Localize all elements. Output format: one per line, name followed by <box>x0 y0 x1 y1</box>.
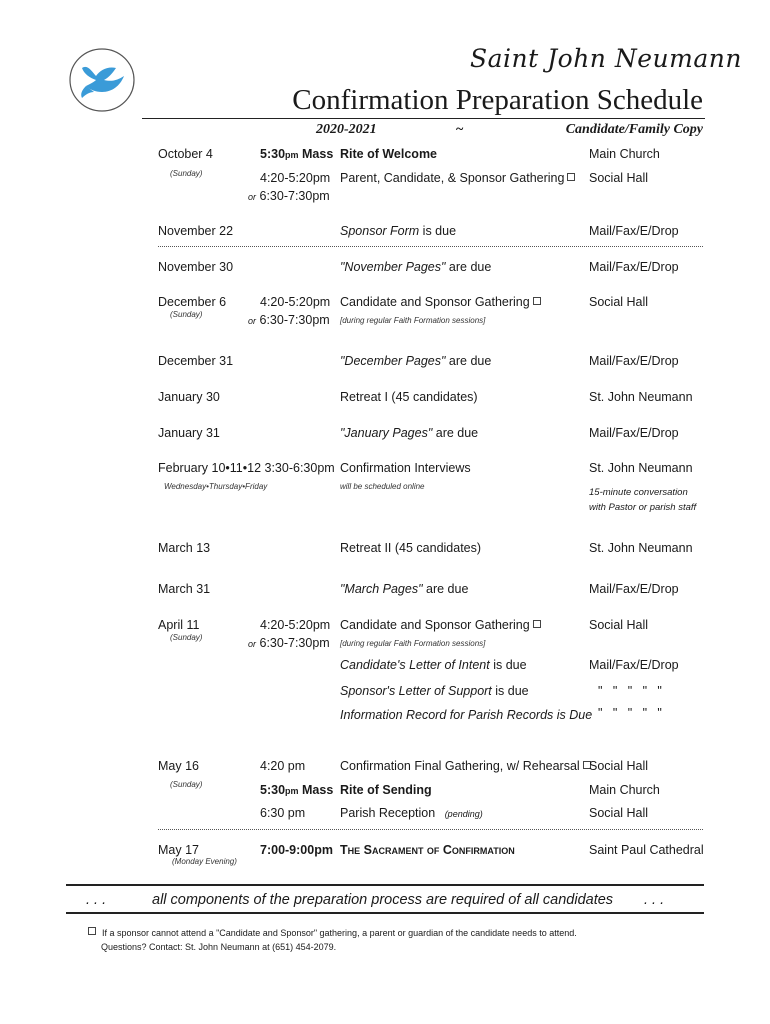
row-location: St. John Neumann <box>589 541 693 555</box>
row-location-note: 15-minute conversation with Pastor or parish staff <box>589 487 697 513</box>
row-date: March 13 <box>158 541 211 555</box>
row-event: Confirmation Interviews <box>340 461 471 475</box>
church-name: Saint John Neumann <box>470 44 742 73</box>
row-event: Candidate and Sponsor Gathering <box>340 295 541 309</box>
row-day: (Sunday) <box>170 310 203 319</box>
row-location: Mail/Fax/E/Drop <box>589 224 679 238</box>
row-event: The Sacrament of Confirmation <box>340 843 515 857</box>
row-event: Sponsor Form is due <box>340 224 457 238</box>
row-event: Rite of Sending <box>340 783 432 797</box>
row-time-alt: or 6:30-7:30pm <box>248 189 330 203</box>
row-date: May 17 <box>158 843 199 857</box>
requirement-text: all components of the preparation process are required of all candidates <box>152 892 614 908</box>
row-location: St. John Neumann <box>589 390 693 404</box>
checkbox-icon <box>533 297 541 305</box>
row-date: December 6 <box>158 295 227 309</box>
row-location: Mail/Fax/E/Drop <box>589 658 679 672</box>
footer-rule-bottom <box>66 912 704 914</box>
row-time: 4:20-5:20pm <box>260 171 331 185</box>
footnote-line-1: If a sponsor cannot attend a "Candidate and Sponsor" gathering, a parent or guardian of the candidate needs to attend. <box>88 927 577 938</box>
row-date: April 11 <box>158 618 200 632</box>
row-location: " " " " " <box>598 684 662 698</box>
row-date: February 10•11•12 3:30-6:30pm <box>158 461 335 475</box>
row-event: Sponsor's Letter of Support is due <box>340 684 529 698</box>
row-date: May 16 <box>158 759 199 773</box>
dots-left: . . . <box>86 892 107 908</box>
dots-right: . . . <box>644 892 665 908</box>
row-time: 4:20-5:20pm <box>260 618 331 632</box>
header-rule <box>142 118 705 119</box>
page-title: Confirmation Preparation Schedule <box>292 84 703 116</box>
row-event: Rite of Welcome <box>340 147 438 161</box>
row-time: 5:30pm Mass <box>260 783 334 797</box>
row-event: Confirmation Final Gathering, w/ Rehearsal <box>340 759 591 773</box>
row-location: Saint Paul Cathedral <box>589 843 704 857</box>
row-day: Wednesday•Thursday•Friday <box>164 482 268 491</box>
row-location: Social Hall <box>589 295 649 309</box>
footnote-line-2: Questions? Contact: St. John Neumann at (651) 454-2079. <box>101 942 337 952</box>
row-event: "March Pages" are due <box>340 582 469 596</box>
school-year: 2020-2021 <box>316 122 377 137</box>
row-location: St. John Neumann <box>589 461 693 475</box>
row-event: Parent, Candidate, & Sponsor Gathering <box>340 171 575 185</box>
header-separator: ~ <box>456 122 464 137</box>
row-time: 7:00-9:00pm <box>260 843 333 857</box>
copy-label: Candidate/Family Copy <box>565 122 703 137</box>
row-event: Retreat I (45 candidates) <box>340 390 478 404</box>
row-time: 5:30pm Mass <box>260 147 334 161</box>
row-day: (Monday Evening) <box>172 857 237 866</box>
row-time: 6:30 pm <box>260 806 306 820</box>
checkbox-icon <box>88 927 96 935</box>
row-event: Parish Reception (pending) <box>340 806 483 820</box>
row-location: Main Church <box>589 147 660 161</box>
row-time-alt: or 6:30-7:30pm <box>248 313 330 327</box>
row-date: October 4 <box>158 147 213 161</box>
row-day: (Sunday) <box>170 169 203 178</box>
checkbox-icon <box>533 620 541 628</box>
row-date: November 30 <box>158 260 234 274</box>
dove-icon <box>68 46 136 114</box>
row-location: Social Hall <box>589 759 649 773</box>
row-day: (Sunday) <box>170 633 203 642</box>
row-date: March 31 <box>158 582 211 596</box>
row-time-alt: or 6:30-7:30pm <box>248 636 330 650</box>
divider <box>158 246 703 247</box>
row-location: Main Church <box>589 783 660 797</box>
row-event: Candidate and Sponsor Gathering <box>340 618 541 632</box>
row-time: 4:20-5:20pm <box>260 295 331 309</box>
row-date: December 31 <box>158 354 234 368</box>
row-event: "December Pages" are due <box>340 354 492 368</box>
row-event: Information Record for Parish Records is Due <box>340 708 593 722</box>
row-date: January 31 <box>158 426 220 440</box>
row-location: Social Hall <box>589 171 649 185</box>
row-location: Mail/Fax/E/Drop <box>589 354 679 368</box>
divider <box>158 829 703 830</box>
row-event: Candidate's Letter of Intent is due <box>340 658 527 672</box>
row-event: "November Pages" are due <box>340 260 492 274</box>
row-location: Social Hall <box>589 618 649 632</box>
row-note: [during regular Faith Formation sessions] <box>340 639 486 648</box>
row-location: Mail/Fax/E/Drop <box>589 260 679 274</box>
row-time: 4:20 pm <box>260 759 306 773</box>
row-event: Retreat II (45 candidates) <box>340 541 482 555</box>
row-date: November 22 <box>158 224 234 238</box>
row-day: (Sunday) <box>170 780 203 789</box>
row-event: "January Pages" are due <box>340 426 479 440</box>
row-date: January 30 <box>158 390 220 404</box>
row-note: [during regular Faith Formation sessions] <box>340 316 486 325</box>
row-location: " " " " " <box>598 706 662 720</box>
row-location: Social Hall <box>589 806 649 820</box>
row-note: will be scheduled online <box>340 482 425 491</box>
checkbox-icon <box>567 173 575 181</box>
footer-rule-top <box>66 884 704 886</box>
row-location: Mail/Fax/E/Drop <box>589 426 679 440</box>
row-location: Mail/Fax/E/Drop <box>589 582 679 596</box>
